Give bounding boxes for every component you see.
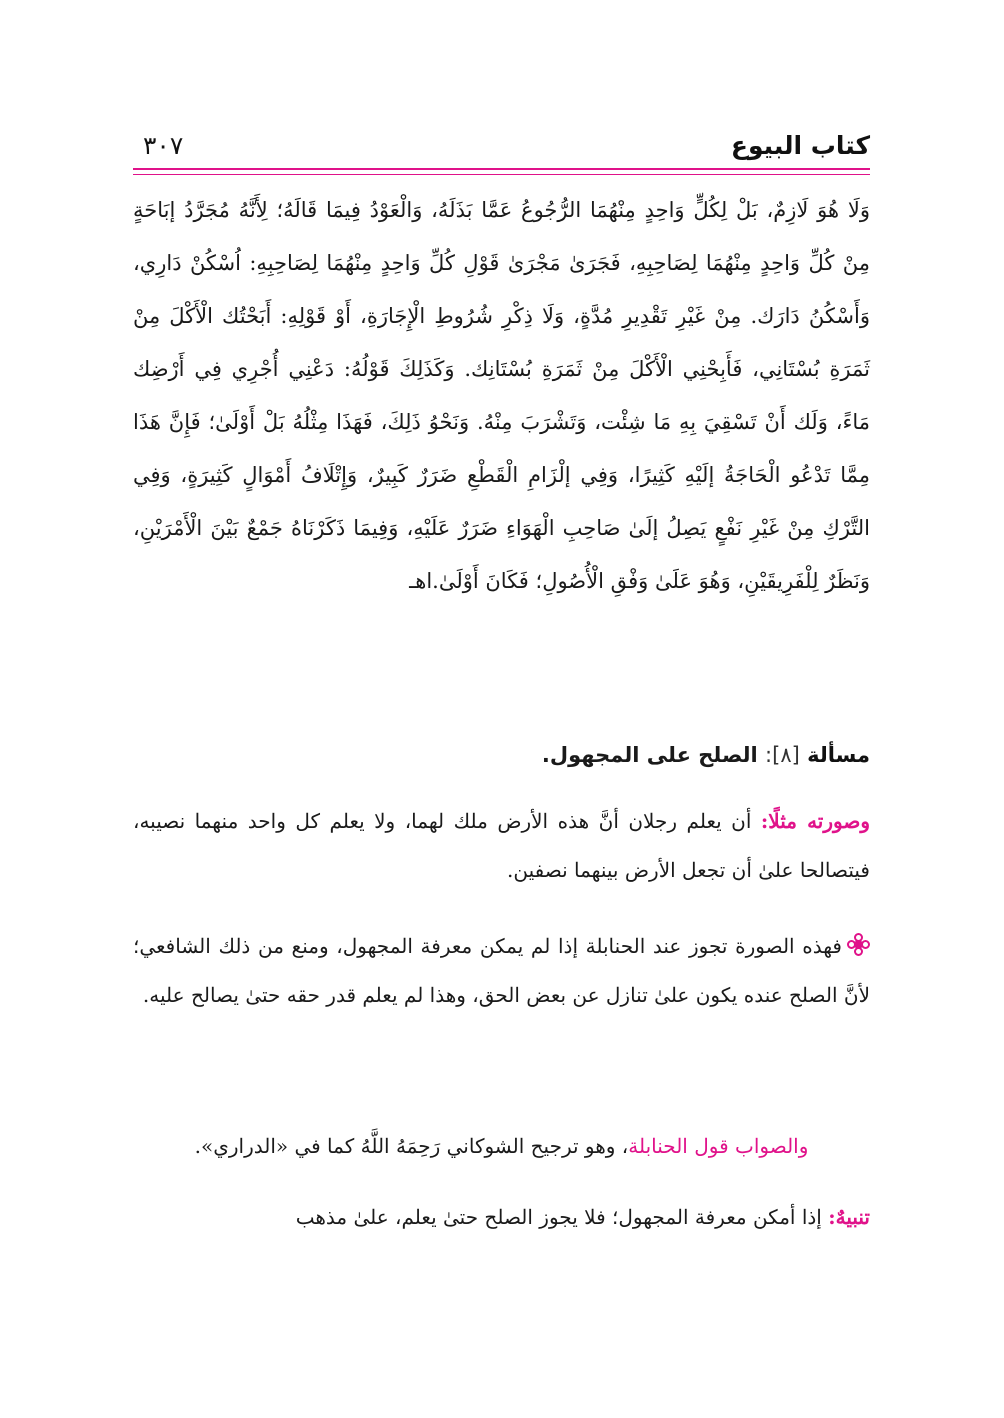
example-text: أن يعلم رجلان أنَّ هذه الأرض ملك لهما، ولا يعلم كل واحد منهما نصيبه، فيتصالحا علىٰ أن تجعل الأرض بينهما نصفين. [133, 809, 870, 882]
issue-label: مسألة [807, 743, 870, 767]
quoted-passage: وَلَا هُوَ لَازِمٌ، بَلْ لِكُلٍّ وَاحِدٍ مِنْهُمَا الرُّجُوعُ عَمَّا بَذَلَهُ، وَالْعَوْدُ فِيمَا قَالَهُ؛ لِأَنَّهُ مُجَرَّدُ إبَاحَةٍ مِنْ كُلِّ وَاحِدٍ مِنْهُمَا لِصَاحِبِهِ، فَجَرَىٰ مَجْرَىٰ قَوْلِ كُلِّ وَاحِدٍ مِنْهُمَا لِصَاحِبِهِ: اُسْكُنْ دَارِي، وَأَسْكُنُ دَارَك. مِنْ غَيْرِ تَقْدِيرِ مُدَّةٍ، وَلَا ذِكْرِ شُرُوطِ الْإِجَارَةِ، أَوْ قَوْلِهِ: أَبَحْتُك الْأَكْلَ مِنْ ثَمَرَةِ بُسْتَانِي، فَأَبِحْنِي الْأَكْلَ مِنْ ثَمَرَةِ بُسْتَانِك. وَكَذَلِكَ قَوْلُهُ: دَعْنِي أُجْرِي فِي أَرْضِك مَاءً، وَلَك أَنْ تَسْقِيَ بِهِ مَا شِئْت، وَتَشْرَبَ مِنْهُ. وَنَحْوُ ذَلِكَ، فَهَذَا مِثْلُهُ بَلْ أَوْلَىٰ؛ فَإِنَّ هَذَا مِمَّا تَدْعُو الْحَاجَةُ إلَيْهِ كَثِيرًا، وَفِي إلْزَامِ الْقَطْعِ ضَرَرٌ كَبِيرٌ، وَإِتْلَافُ أَمْوَالٍ كَثِيرَةٍ، وَفِي التَّرْكِ مِنْ غَيْرِ نَفْعٍ يَصِلُ إلَىٰ صَاحِبِ الْهَوَاءِ ضَرَرٌ عَلَيْهِ، وَفِيمَا ذَكَرْنَاهُ جَمْعٌ بَيْنَ الْأَمْرَيْنِ، وَنَظَرٌ لِلْفَرِيقَيْنِ، وَهُوَ عَلَىٰ وَفْقِ الْأُصُولِ؛ فَكَانَ أَوْلَىٰ.اهـ [133, 198, 870, 593]
page-header [133, 125, 870, 169]
correct-view-label: والصواب قول الحنابلة [628, 1134, 809, 1158]
hanabila-paragraph [133, 922, 870, 1020]
flower-icon [848, 934, 870, 956]
issue-number: [٨]: [765, 743, 800, 767]
book-title: كتاب البيوع [730, 131, 870, 160]
note-paragraph [133, 1193, 870, 1242]
example-label: وصورته مثلًا: [760, 809, 870, 833]
header-rule [133, 168, 870, 170]
issue-title: الصلح على المجهول. [541, 743, 758, 767]
note-label: تنبيهٌ: [828, 1205, 870, 1229]
header-rule-thin [133, 174, 870, 175]
hanabila-text: فهذه الصورة تجوز عند الحنابلة إذا لم يمكن معرفة المجهول، ومنع من ذلك الشافعي؛ لأنَّ الصلح عنده يكون علىٰ تنازل عن بعض الحق، وهذا لم يعلم قدر حقه حتىٰ يصالح عليه. [133, 934, 870, 1007]
example-paragraph [133, 797, 870, 895]
page-number: ٣٠٧ [143, 131, 184, 160]
correct-view-text: ، وهو ترجيح الشوكاني رَحِمَهُ اللَّهُ كما في «الدراري». [194, 1134, 629, 1158]
correct-view-paragraph [133, 1122, 870, 1171]
issue-heading [133, 735, 870, 775]
note-text: إذا أمكن معرفة المجهول؛ فلا يجوز الصلح حتىٰ يعلم، علىٰ مذهب [295, 1205, 829, 1229]
